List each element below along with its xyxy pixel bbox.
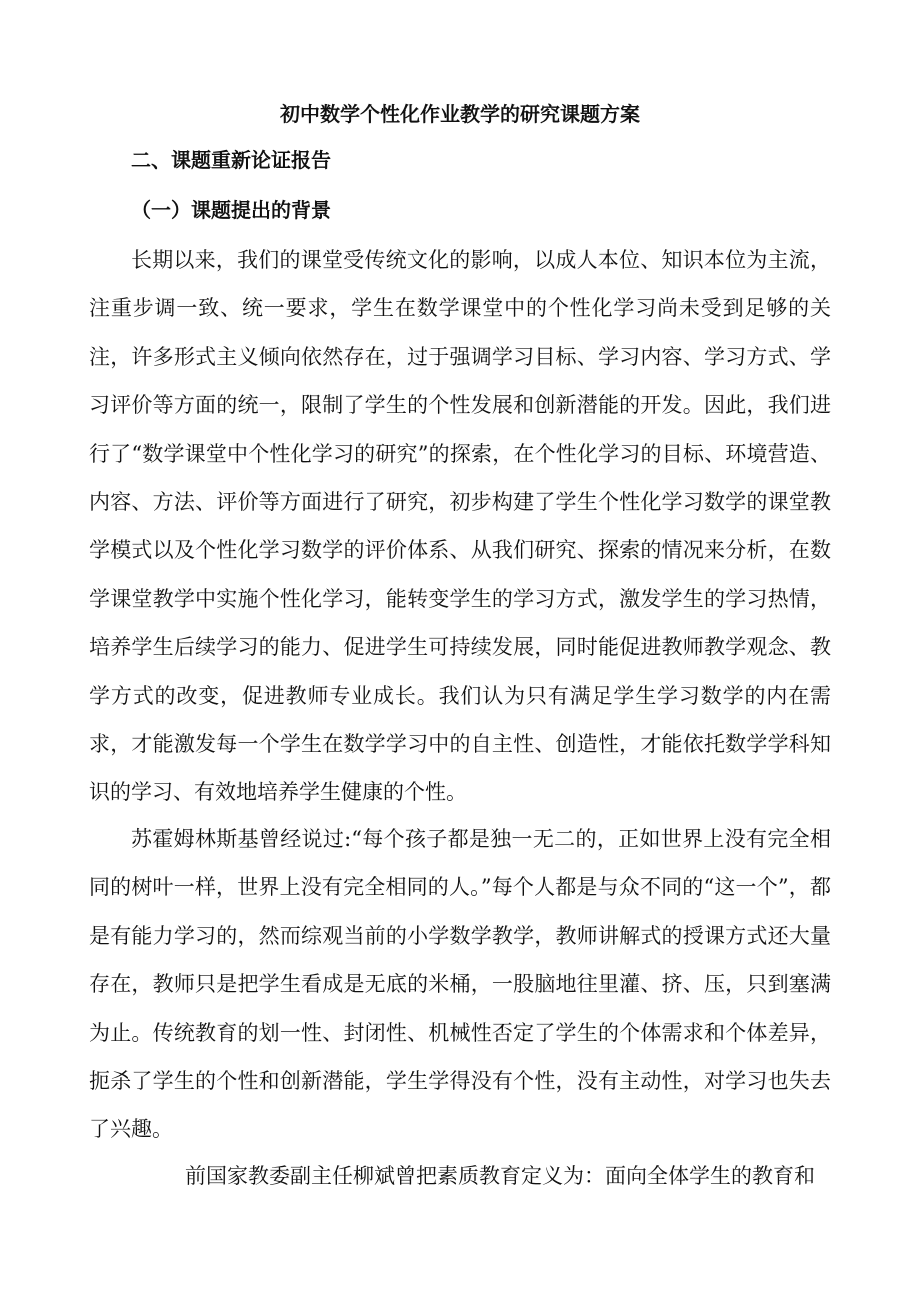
paragraph-background: 长期以来，我们的课堂受传统文化的影响，以成人本位、知识本位为主流，注重步调一致、统一要求，学生在数学课堂中的个性化学习尚未受到足够的关注，许多形式主义倾向依然存在，过于强调学习目标、学习内容、学习方式、学习评价等方面的统一，限制了学生的个性发展和创新潜能的开发。因此，我们进行了“数学课堂中个性化学习的研究”的探索，在个性化学习的目标、环境营造、内容、方法、评价等方面进行了研究，初步构建了学生个性化学习数学的课堂教学模式以及个性化学习数学的评价体系、从我们研究、探索的情况来分析，在数学课堂教学中实施个性化学习，能转变学生的学习方式，激发学生的学习热情，培养学生后续学习的能力、促进学生可持续发展，同时能促进教师教学观念、教学方式的改变，促进教师专业成长。我们认为只有满足学生学习数学的内在需求，才能激发每一个学生在数学学习中的自主性、创造性，才能依托数学学科知识的学习、有效地培养学生健康的个性。 <box>89 248 831 805</box>
subsection-heading: （一）课题提出的背景 <box>131 198 331 222</box>
document-title: 初中数学个性化作业教学的研究课题方案 <box>280 102 640 126</box>
section-heading: 二、课题重新论证报告 <box>131 148 331 172</box>
paragraph-quote: 苏霍姆林斯基曾经说过:“每个孩子都是独一无二的，正如世界上没有完全相同的树叶一样，世界上没有完全相同的人。”每个人都是与众不同的“这一个”，都是有能力学习的，然而综观当前的小学数学教学，教师讲解式的授课方式还大量存在，教师只是把学生看成是无底的米桶，一股脑地往里灌、挤、压，只到塞满为止。传统教育的划一性、封闭性、机械性否定了学生的个体需求和个体差异，扼杀了学生的个性和创新潜能，学生学得没有个性，没有主动性，对学习也失去了兴趣。 <box>89 827 831 1142</box>
paragraph-definition: 前国家教委副主任柳斌曾把素质教育定义为：面向全体学生的教育和 <box>185 1164 815 1188</box>
